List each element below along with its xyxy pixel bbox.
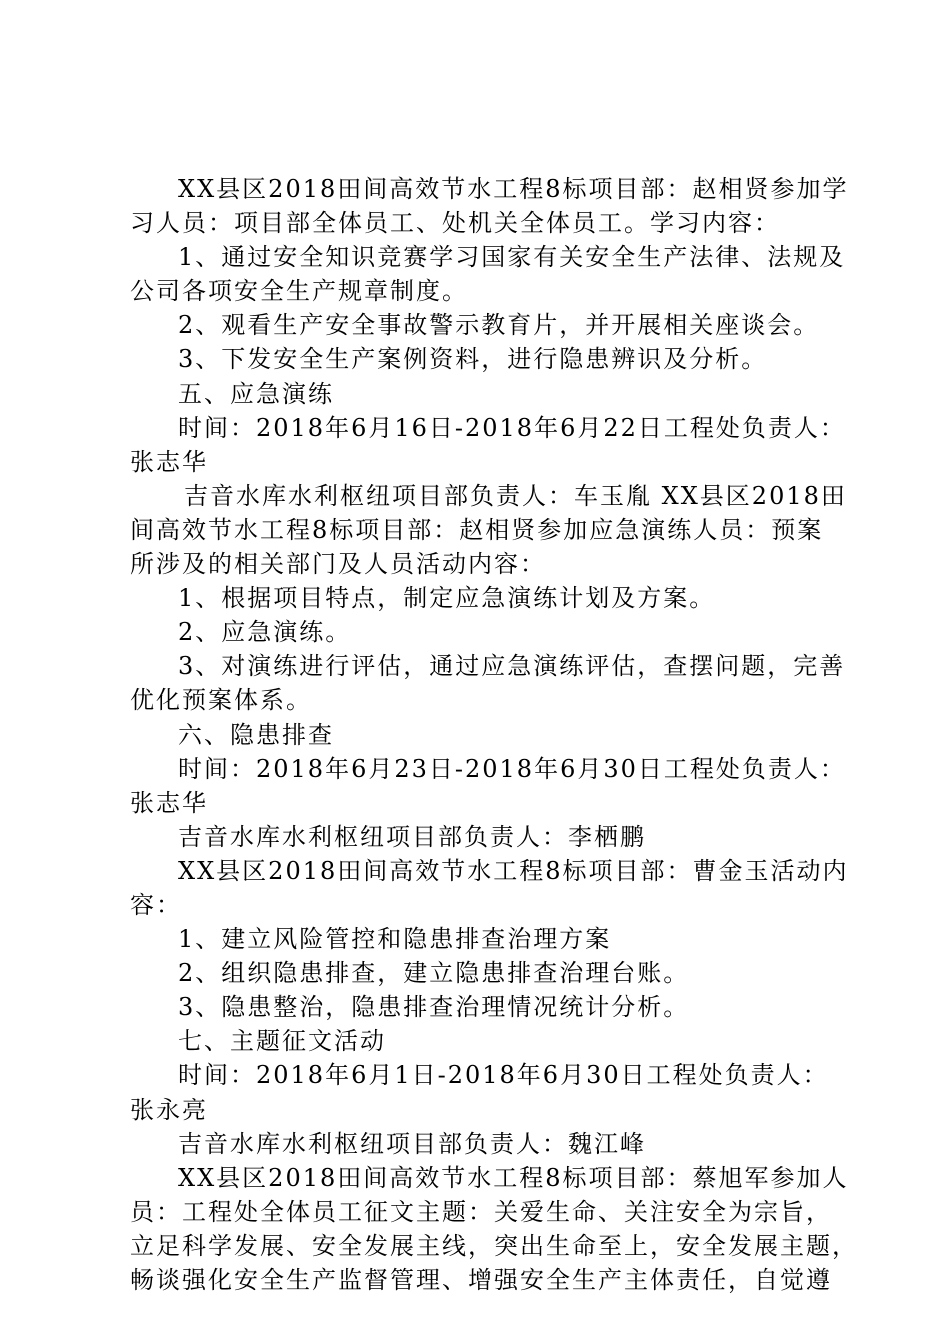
text-line: 时间：2018年6月16日-2018年6月22日工程处负责人： xyxy=(178,413,846,442)
text-line: 容： xyxy=(130,890,182,919)
text-line: 公司各项安全生产规章制度。 xyxy=(130,277,468,306)
text-line: 畅谈强化安全生产监督管理、增强安全生产主体责任，自觉遵 xyxy=(130,1266,832,1294)
section-heading: 六、隐患排查 xyxy=(178,720,334,749)
text-line: 1、通过安全知识竞赛学习国家有关安全生产法律、法规及 xyxy=(178,243,846,272)
text-line: 立足科学发展、安全发展主线，突出生命至上，安全发展主题， xyxy=(130,1231,858,1260)
text-line: 员：工程处全体员工征文主题：关爱生命、关注安全为宗旨， xyxy=(130,1197,832,1226)
text-line: 张志华 xyxy=(130,788,208,817)
text-line: 3、下发安全生产案例资料，进行隐患辨识及分析。 xyxy=(178,345,768,374)
text-line: 2、观看生产安全事故警示教育片，并开展相关座谈会。 xyxy=(178,311,820,340)
text-line: XX县区2018田间高效节水工程8标项目部：曹金玉活动内 xyxy=(178,856,849,885)
text-line: 优化预案体系。 xyxy=(130,686,312,715)
text-line: 所涉及的相关部门及人员活动内容： xyxy=(130,550,546,579)
text-line: 时间：2018年6月23日-2018年6月30日工程处负责人： xyxy=(178,754,846,783)
text-line: 吉音水库水利枢纽项目部负责人：车玉胤 XX县区2018田 xyxy=(184,481,847,510)
text-line: 吉音水库水利枢纽项目部负责人：李栖鹏 xyxy=(178,822,646,851)
text-line: 张志华 xyxy=(130,447,208,476)
text-line: 1、根据项目特点，制定应急演练计划及方案。 xyxy=(178,584,716,613)
section-heading: 七、主题征文活动 xyxy=(178,1027,386,1056)
text-line: 3、隐患整治，隐患排查治理情况统计分析。 xyxy=(178,993,690,1022)
text-line: 2、组织隐患排查，建立隐患排查治理台账。 xyxy=(178,959,690,988)
text-line: XX县区2018田间高效节水工程8标项目部：赵相贤参加学 xyxy=(178,175,849,203)
text-line: 习人员：项目部全体员工、处机关全体员工。学习内容： xyxy=(130,209,780,238)
text-line: 2、应急演练。 xyxy=(178,618,352,647)
text-line: 1、建立风险管控和隐患排查治理方案 xyxy=(178,925,612,954)
document-body xyxy=(130,172,858,1297)
text-line: 3、对演练进行评估，通过应急演练评估，查摆问题，完善 xyxy=(178,652,846,681)
text-line: XX县区2018田间高效节水工程8标项目部：蔡旭军参加人 xyxy=(178,1163,849,1192)
text-line: 间高效节水工程8标项目部：赵相贤参加应急演练人员：预案 xyxy=(130,515,824,544)
text-line: 时间：2018年6月1日-2018年6月30日工程处负责人： xyxy=(178,1061,829,1090)
section-heading: 五、应急演练 xyxy=(178,379,334,408)
text-line: 张永亮 xyxy=(130,1095,208,1124)
text-line: 吉音水库水利枢纽项目部负责人：魏江峰 xyxy=(178,1129,646,1158)
